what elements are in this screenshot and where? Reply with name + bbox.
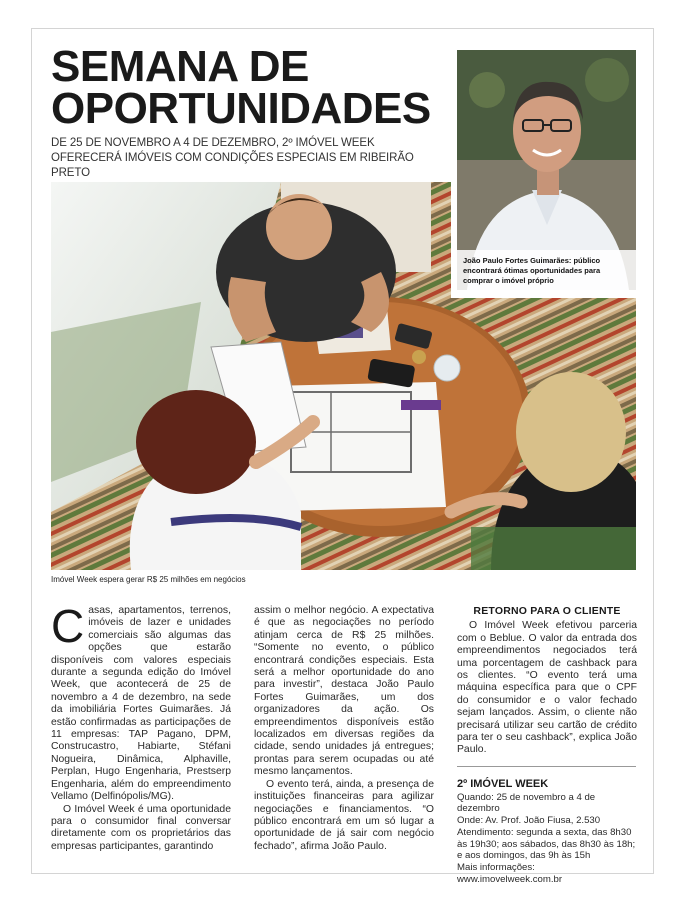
paragraph: O Imóvel Week efetivou parceria com o Beblue. O valor da entrada dos empreendimentos negociados terá uma porcentagem de cashback para os clientes. “O evento terá uma máquina específica para que o CPF do consumidor e o valor fechado sejam lançados. Assim, o cliente não precisará utilizar seu cartão de crédito para ter o seu cashback”, explica João Paulo. [457, 620, 637, 756]
portrait-illustration [457, 50, 636, 290]
article-column-1 [51, 600, 231, 853]
divider [457, 766, 636, 767]
paragraph: O Imóvel Week é uma oportunidade para o consumidor final conversar diretamente com os proprietários das empresas participantes, garantindo [51, 803, 231, 852]
paragraph: O evento terá, ainda, a presença de instituições financeiras para agilizar negociações e financiamentos. “O público encontrará em um só lugar a oportunidade de já sair com negócio fechado”, afirma João Paulo. [254, 778, 434, 852]
side-photo-caption: João Paulo Fortes Guimarães: público encontrará ótimas oportunidades para comprar o imóvel próprio [463, 256, 601, 285]
paragraph-text: asas, apartamentos, terrenos, imóveis de lazer e unidades comerciais são algumas das opções que estarão disponíveis com valores especiais durante a segunda edição do Imóvel Week, que acontecerá de 25 de novembro a 4 de dezembro, na sede da imobiliária Fortes Guimarães. Já estão confirmadas as participações de 11 empresas: TAP Pagano, DPM, Construcastro, Habiarte, Stéfani Nogueira, Dinâmica, Alphaville, Perplan, Hugo Engenharia, Prestserp Engenharia, além do empreendimento Vellamo (Delfinópolis/MG). [51, 605, 231, 803]
event-where: Onde: Av. Prof. João Fiusa, 2.530 [457, 815, 601, 827]
subhead: DE 25 DE NOVEMBRO A 4 DE DEZEMBRO, 2º IMÓVEL WEEK OFERECERÁ IMÓVEIS COM CONDIÇÕES ESPECIAIS EM RIBEIRÃO PRETO [51, 137, 414, 179]
headline: SEMANA DE OPORTUNIDADES [51, 42, 431, 133]
event-hours: Atendimento: segunda a sexta, das 8h30 às 19h30; aos sábados, das 8h30 às 18h; e aos domingos, das 9h às 15h [457, 826, 636, 862]
main-photo-caption: Imóvel Week espera gerar R$ 25 milhões em negócios [51, 575, 246, 584]
paragraph: assim o melhor negócio. A expectativa é que as negociações no período atinjam cerca de R$ 25 milhões. “Somente no evento, o público encontrará condições especiais. Esta será a melhor oportunidade do ano para investir”, destaca João Paulo Fortes Guimarães, um dos organizadores da ação. Os empreendimentos disponíveis estão localizados em diversas regiões da cidade, sendo unidades já entregues; prontas para serem ocupadas ou até mesmo lançamentos. [254, 605, 434, 778]
section-title: RETORNO PARA O CLIENTE [473, 605, 621, 617]
drop-cap: C [51, 600, 85, 652]
article-column-3 [457, 605, 637, 757]
side-photo [457, 50, 636, 290]
event-more-info: Mais informações: www.imovelweek.com.br [457, 861, 563, 885]
event-info-box [457, 779, 639, 885]
paragraph [51, 600, 231, 804]
event-info-title: 2º IMÓVEL WEEK [457, 778, 549, 790]
event-when: Quando: 25 de novembro a 4 de dezembro [457, 791, 596, 815]
article-column-2 [254, 605, 434, 853]
